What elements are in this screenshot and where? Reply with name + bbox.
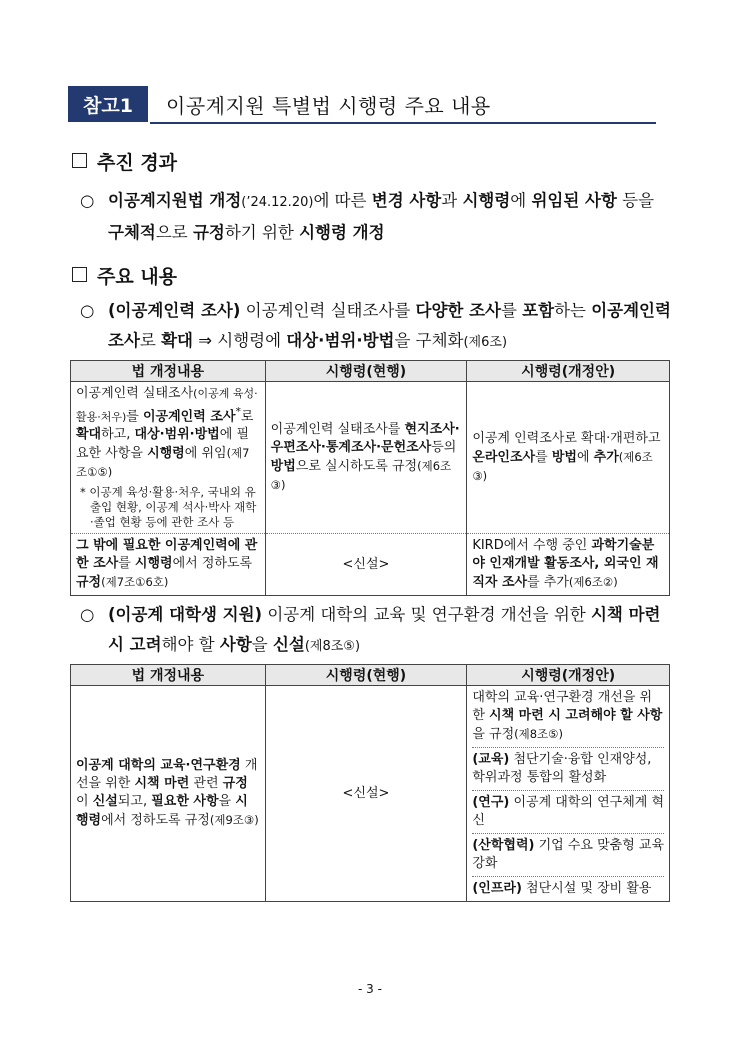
table-cell-current: <신설> <box>265 686 467 902</box>
workforce-survey-bullet <box>80 296 672 358</box>
list-item: (교육) 첨단기술·융합 인재양성, 학위과정 통합의 활성화 <box>472 748 664 791</box>
amendment-intro: 대학의 교육·연구환경 개선을 위한 시책 마련 시 고려해야 할 사항을 규정(제8조⑤) <box>472 686 664 748</box>
list-item: (산학협력) 기업 수요 맞춤형 교육 강화 <box>472 834 664 877</box>
table-cell-law: 이공계 대학의 교육·연구환경 개선을 위한 시책 마련 관련 규정이 신설되고, 필요한 사항을 시행령에서 정하도록 규정(제9조③) <box>71 686 266 902</box>
column-header: 시행령(개정안) <box>467 665 670 686</box>
table-row <box>71 534 670 596</box>
section-heading-main: 주요 내용 <box>72 262 177 289</box>
table-cell-amendment: KIRD에서 수행 중인 과학기술분야 인재개발 활동조사, 외국인 재직자 조사를 추가(제6조②) <box>467 534 670 596</box>
table-row <box>71 382 670 534</box>
table-cell-amendment: 이공계 인력조사로 확대·개편하고 온라인조사를 방법에 추가(제6조③) <box>467 382 670 534</box>
table-cell-current: 이공계인력 실태조사를 현지조사·우편조사·통계조사·문헌조사등의 방법으로 실시하도록 규정(제6조③) <box>265 382 467 534</box>
table-header-row <box>71 361 670 382</box>
table-cell-law: 이공계인력 실태조사(이공계 육성·활용·처우)를 이공계인력 조사*로 확대하고, 대상·범위·방법에 필요한 사항을 시행령에 위임(제7조①⑤) * 이공계 육성·활용·처우, 국내외 유출입 현황, 이공계 석사·박사 재학·졸업 현황 등에 관한 조사 등 <box>71 382 266 534</box>
progress-bullet <box>80 186 672 248</box>
table-header-row <box>71 665 670 686</box>
page-number: - 3 - <box>358 982 382 996</box>
document-header <box>68 86 656 124</box>
table-cell-current: <신설> <box>265 534 467 596</box>
section-heading-progress: 추진 경과 <box>72 148 177 175</box>
column-header: 시행령(현행) <box>265 361 467 382</box>
table-cell-amendment <box>467 686 670 902</box>
footnote: * 이공계 육성·활용·처우, 국내외 유출입 현황, 이공계 석사·박사 재학·졸업 현황 등에 관한 조사 등 <box>80 485 257 530</box>
table-cell-law: 그 밖에 필요한 이공계인력에 관한 조사를 시행령에서 정하도록 규정(제7조①6호) <box>71 534 266 596</box>
list-item: (인프라) 첨단시설 및 장비 활용 <box>472 881 652 896</box>
workforce-survey-text: (이공계인력 조사) 이공계인력 실태조사를 다양한 조사를 포함하는 이공계인력 조사로 확대 ⇒ 시행령에 대상·범위·방법을 구체화(제6조) <box>108 301 671 350</box>
square-bullet-icon <box>72 267 87 282</box>
progress-text: 이공계지원법 개정(’24.12.20)에 따른 변경 사항과 시행령에 위임된 사항 등을 구체적으로 규정하기 위한 시행령 개정 <box>108 191 655 242</box>
undergrad-support-table <box>70 664 670 902</box>
column-header: 법 개정내용 <box>71 665 266 686</box>
reference-badge: 참고1 <box>68 86 148 122</box>
circle-bullet-icon: ○ <box>80 301 95 320</box>
workforce-survey-table <box>70 360 670 596</box>
column-header: 시행령(현행) <box>265 665 467 686</box>
list-item: (연구) 이공계 대학의 연구체계 혁신 <box>472 791 664 834</box>
circle-bullet-icon: ○ <box>80 191 95 210</box>
undergrad-support-text: (이공계 대학생 지원) 이공계 대학의 교육 및 연구환경 개선을 위한 시책 마련 시 고려해야 할 사항을 신설(제8조⑤) <box>108 605 661 654</box>
column-header: 법 개정내용 <box>71 361 266 382</box>
document-title: 이공계지원 특별법 시행령 주요 내용 <box>166 94 491 118</box>
undergrad-support-bullet <box>80 600 672 662</box>
circle-bullet-icon: ○ <box>80 605 95 624</box>
column-header: 시행령(개정안) <box>467 361 670 382</box>
table-row <box>71 686 670 902</box>
header-underline <box>150 122 656 124</box>
square-bullet-icon <box>72 153 87 168</box>
